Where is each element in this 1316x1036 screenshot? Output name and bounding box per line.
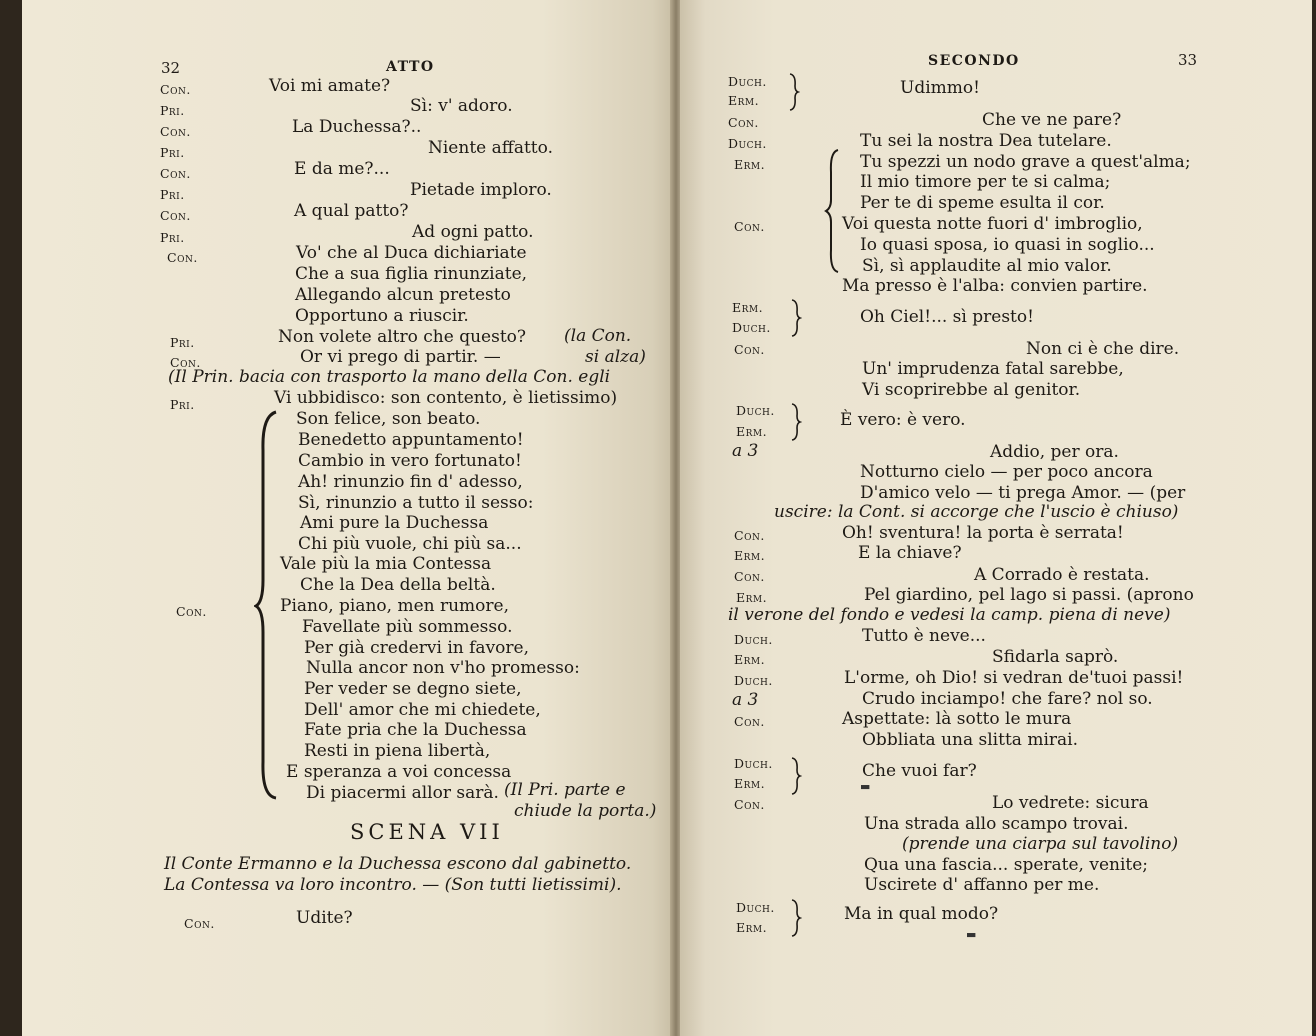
stage-direction: (Il Pri. parte e: [504, 780, 626, 800]
speaker-label: Duch.: [736, 900, 775, 915]
verse-line: Ma in qual modo?: [844, 904, 999, 924]
verse-line: Niente affatto.: [428, 138, 553, 158]
stage-direction: si alza): [585, 347, 646, 367]
speaker-label: Con.: [734, 569, 765, 584]
verse-line: Obbliata una slitta mirai.: [862, 730, 1078, 750]
stage-direction: Il Conte Ermanno e la Duchessa escono dal gabinetto.: [164, 854, 632, 874]
speaker-label: Duch.: [734, 756, 773, 771]
verse-line: Io quasi sposa, io quasi in soglio...: [860, 235, 1155, 255]
verse-line: Ah! rinunzio fin d' adesso,: [298, 472, 523, 492]
speaker-brace: [790, 402, 802, 442]
verse-line: Voi mi amate?: [269, 76, 391, 96]
stage-direction: chiude la porta.): [514, 801, 657, 821]
verse-line: Vale più la mia Contessa: [280, 554, 492, 574]
verse-line: Opportuno a riuscir.: [295, 306, 469, 326]
verse-line: Per veder se degno siete,: [304, 679, 522, 699]
speaker-label: Con.: [176, 604, 207, 619]
verse-line: Oh! sventura! la porta è serrata!: [842, 523, 1124, 543]
verse-line: Che a sua figlia rinunziate,: [295, 264, 528, 284]
verse-line: Tutto è neve...: [862, 626, 986, 646]
scene-heading: SCENA VII: [350, 820, 504, 844]
verse-line: Sfidarla saprò.: [992, 647, 1119, 667]
verse-line: Tu spezzi un nodo grave a quest'alma;: [860, 152, 1191, 172]
verse-line: Il mio timore per te si calma;: [860, 172, 1111, 192]
speaker-label: a 3: [732, 690, 759, 710]
verse-line: Sì, sì applaudite al mio valor.: [862, 256, 1112, 276]
verse-line: Ma presso è l'alba: convien partire.: [842, 276, 1148, 296]
stage-direction: (prende una ciarpa sul tavolino): [902, 834, 1179, 854]
verse-line: Piano, piano, men rumore,: [280, 596, 510, 616]
verse-line: Vi scoprirebbe al genitor.: [862, 380, 1081, 400]
speaker-label: Duch.: [734, 673, 773, 688]
verse-line: Pietade imploro.: [410, 180, 552, 200]
speaker-label: Con.: [734, 714, 765, 729]
verse-line: Crudo inciampo! che fare? nol so.: [862, 689, 1153, 709]
stage-direction: il verone del fondo e vedesi la camp. piena di neve): [728, 605, 1171, 625]
verse-line: Vo' che al Duca dichiariate: [296, 243, 527, 263]
verse-line: Oh Ciel!... sì presto!: [860, 307, 1034, 327]
verse-line: Udimmo!: [900, 78, 980, 98]
verse-line: Per già credervi in favore,: [304, 638, 529, 658]
duet-brace: [254, 410, 284, 800]
speaker-label: Con.: [734, 219, 765, 234]
speaker-label: Duch.: [734, 632, 773, 647]
verse-line: Resti in piena libertà,: [304, 741, 491, 761]
stage-direction: uscire: la Cont. si accorge che l'uscio è chiuso): [774, 502, 1179, 522]
verse-line: Uscirete d' affanno per me.: [864, 875, 1100, 895]
verse-line: Dell' amor che mi chiedete,: [304, 700, 541, 720]
speaker-label: Con.: [160, 166, 191, 181]
verse-line: Cambio in vero fortunato!: [298, 451, 522, 471]
verse-line: Qua una fascia... sperate, venite;: [864, 855, 1149, 875]
trio-brace: [824, 148, 844, 274]
running-head: SECONDO: [928, 53, 1020, 69]
verse-line: A qual patto?: [294, 201, 409, 221]
verse-line: Benedetto appuntamento!: [298, 430, 524, 450]
speaker-label: Erm.: [736, 590, 768, 605]
speaker-brace: [788, 72, 800, 112]
verse-line: Una strada allo scampo trovai.: [864, 814, 1129, 834]
page-number: 32: [161, 59, 181, 77]
speaker-label: Duch.: [728, 136, 767, 151]
verse-line: Per te di speme esulta il cor.: [860, 193, 1105, 213]
verse-line: Che vuoi far?: [862, 761, 977, 781]
verse-line: E speranza a voi concessa: [286, 762, 512, 782]
running-head: ATTO: [386, 59, 435, 75]
speaker-brace: [790, 756, 802, 796]
page-number: 33: [1178, 51, 1198, 69]
speaker-label: Con.: [170, 355, 201, 370]
speaker-label: Erm.: [728, 93, 760, 108]
verse-line: Son felice, son beato.: [296, 409, 481, 429]
stage-direction: (Il Prin. bacia con trasporto la mano della Con. egli: [168, 367, 611, 387]
verse-line: Notturno cielo — per poco ancora: [860, 462, 1153, 482]
verse-line: E da me?...: [294, 159, 390, 179]
verse-line: Ami pure la Duchessa: [300, 513, 489, 533]
speaker-label: Con.: [734, 528, 765, 543]
left-page: [22, 0, 672, 1036]
speaker-label: Erm.: [736, 424, 768, 439]
speaker-label: Erm.: [736, 920, 768, 935]
verse-line: A Corrado è restata.: [974, 565, 1150, 585]
speaker-label: Pri.: [160, 145, 185, 160]
speaker-label: Pri.: [170, 335, 195, 350]
speaker-brace: [790, 898, 802, 938]
verse-line: Sì: v' adoro.: [410, 96, 513, 116]
verse-line: L'orme, oh Dio! si vedran de'tuoi passi!: [844, 668, 1184, 688]
printer-ornament: ▬: [966, 928, 977, 941]
verse-line: Fate pria che la Duchessa: [304, 720, 527, 740]
verse-line: Tu sei la nostra Dea tutelare.: [860, 131, 1112, 151]
speaker-label: Con.: [160, 82, 191, 97]
verse-line: Che ve ne pare?: [982, 110, 1122, 130]
speaker-label: Con.: [734, 342, 765, 357]
speaker-label: Con.: [160, 124, 191, 139]
verse-line: Or vi prego di partir. —: [300, 347, 501, 367]
verse-line: Un' imprudenza fatal sarebbe,: [862, 359, 1124, 379]
speaker-label: Con.: [728, 115, 759, 130]
printer-ornament: ▬: [860, 780, 871, 793]
verse-line: E la chiave?: [858, 543, 962, 563]
verse-line: Favellate più sommesso.: [302, 617, 513, 637]
verse-line: Aspettate: là sotto le mura: [842, 709, 1072, 729]
verse-line: Voi questa notte fuori d' imbroglio,: [842, 214, 1143, 234]
verse-line: Allegando alcun pretesto: [295, 285, 511, 305]
verse-line: D'amico velo — ti prega Amor. — (per: [860, 483, 1186, 503]
speaker-label: Erm.: [734, 157, 766, 172]
verse-line: È vero: è vero.: [840, 410, 966, 430]
verse-line: Nulla ancor non v'ho promesso:: [306, 658, 580, 678]
speaker-label: Pri.: [160, 187, 185, 202]
stage-direction: La Contessa va loro incontro. — (Son tutti lietissimi).: [164, 875, 622, 895]
verse-line: Di piacermi allor sarà.: [306, 783, 499, 803]
verse-line: La Duchessa?..: [292, 117, 422, 137]
speaker-label: Con.: [160, 208, 191, 223]
verse-line: Non volete altro che questo?: [278, 327, 526, 347]
verse-line: Sì, rinunzio a tutto il sesso:: [298, 493, 534, 513]
speaker-brace: [790, 298, 802, 338]
verse-line: Che la Dea della beltà.: [300, 575, 496, 595]
speaker-label: Con.: [734, 797, 765, 812]
speaker-label: Erm.: [732, 300, 764, 315]
right-page: [680, 0, 1312, 1036]
verse-line: Chi più vuole, chi più sa...: [298, 534, 522, 554]
speaker-label: Con.: [184, 916, 215, 931]
verse-line: Vi ubbidisco: son contento, è lietissimo): [274, 388, 618, 408]
verse-line: Pel giardino, pel lago si passi. (aprono: [864, 585, 1194, 605]
speaker-label: Duch.: [728, 74, 767, 89]
speaker-label: Duch.: [732, 320, 771, 335]
verse-line: Lo vedrete: sicura: [992, 793, 1149, 813]
speaker-label: a 3: [732, 441, 759, 461]
speaker-label: Erm.: [734, 776, 766, 791]
verse-line: Ad ogni patto.: [412, 222, 534, 242]
verse-line: Addio, per ora.: [990, 442, 1119, 462]
stage-direction: (la Con.: [564, 326, 632, 346]
verse-line: Non ci è che dire.: [1026, 339, 1180, 359]
speaker-label: Con.: [167, 250, 198, 265]
speaker-label: Pri.: [160, 103, 185, 118]
speaker-label: Erm.: [734, 548, 766, 563]
speaker-label: Duch.: [736, 403, 775, 418]
verse-line: Udite?: [296, 908, 353, 928]
speaker-label: Pri.: [170, 397, 195, 412]
speaker-label: Erm.: [734, 652, 766, 667]
speaker-label: Pri.: [160, 230, 185, 245]
